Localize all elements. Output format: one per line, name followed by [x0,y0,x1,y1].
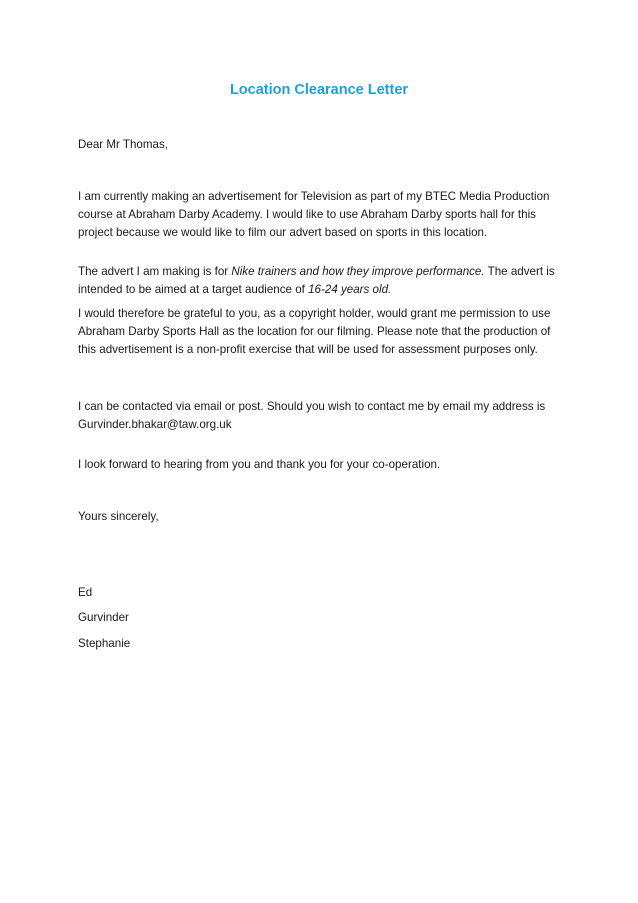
salutation: Dear Mr Thomas, [78,138,168,151]
paragraph-permission-request: I would therefore be grateful to you, as a copyright holder, would grant me permission to use Abraham Darby Sports Hall as the location for our filming. Please note that the production of this advertisement is a non-profit exercise that will be used for assessment purposes only. [78,307,551,356]
letter-title: Location Clearance Letter [229,82,409,98]
paragraph-advert-audience: 16-24 years old. [308,283,392,296]
signatory-name: Ed [78,586,93,599]
paragraph-introduction: I am currently making an advertisement for Television as part of my BTEC Media Production course at Abraham Darby Academy. I would like to use Abraham Darby sports hall for this project because we would like to film our advert based on sports in this location. [78,190,550,239]
paragraph-advert-text-1: The advert I am making is for [78,265,232,278]
signatory-name: Stephanie [78,637,131,650]
paragraph-advert-product: Nike trainers and how they improve performance. [231,265,485,278]
signatory-name: Gurvinder [78,611,129,624]
paragraph-thanks: I look forward to hearing from you and thank you for your co-operation. [78,458,441,471]
paragraph-advert-text-2: The advert is intended to be aimed at a target audience of [78,265,555,296]
closing: Yours sincerely, [78,510,159,523]
paragraph-contact: I can be contacted via email or post. Should you wish to contact me by email my address is Gurvinder.bhakar@taw.org.uk [78,400,546,431]
paragraph-advert-details [78,263,568,299]
